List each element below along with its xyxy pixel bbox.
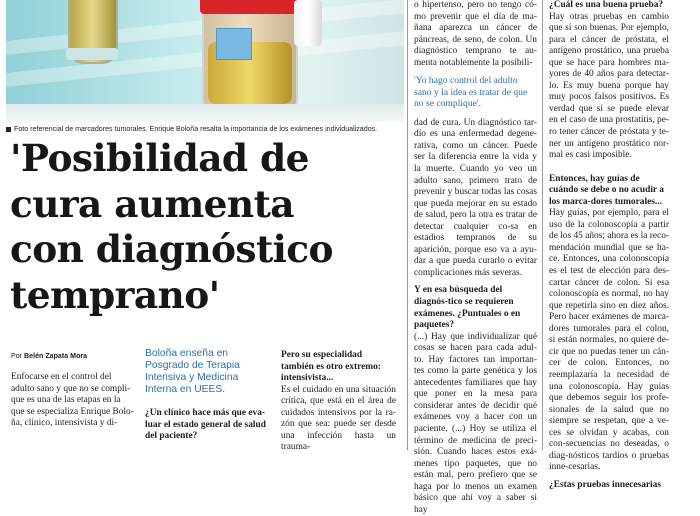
article-column-4 (414, 0, 537, 516)
column-divider (542, 0, 543, 450)
headline-line: cura aumenta (10, 181, 294, 226)
container-label (216, 28, 252, 60)
article-column-2 (145, 348, 270, 443)
sample-tube-left (68, 0, 118, 64)
byline (11, 352, 87, 360)
byline-prefix: Por (11, 352, 23, 360)
interview-question: ¿Un clínico hace más que eva-luar el estado general de salud del paciente? (145, 408, 266, 442)
pull-quote: 'Yo hago control del adulto sano y la idea es tratar de que no se complique'. (414, 75, 528, 110)
sample-tube-right (294, 0, 322, 46)
text-line: adulto sano y que no se compli- (11, 383, 131, 394)
body-text: o hipertenso, pero no tengo có-mo prevenir que el día de ma-ñana aparezca un cáncer de páncreas, de seno, de colon. Un diagnóstico temprano te au-menta notablemente la posibili- (414, 0, 537, 68)
interview-answer: (...) Hay que individualizar qué cosas se hacen para cada adul-to. Hay factores tan importan-tes como la parte genética y los antecedentes familiares que hay que poner en la mesa para considerar antes de decidir qué exámenes voy a hacer con un paciente. (...) Hoy se utiliza el término de medicina de preci-sión. Cuando haces estos exá-menes tipo paquetes, que no están mal, pero prefiero que se haga por lo menos un examen básico que ahí voy a saber si hay (414, 331, 537, 515)
sample-container (202, 0, 298, 110)
interview-answer: Hay guías, por ejemplo, para el uso de la colonoscopía a partir de los 45 años; ahora es la reco-mendación mundial que se ha-ce. Entonces, una colonoscopía es el test de elección para des-cartar cáncer de colon. Si esa colonoscopía es normal, no hay que repetirla sino en diez años. Pero hacer exámenes de marca-dores tumorales para el colon, si están normales, no quiere de-cir que no puedas tener un cán-cer de colon. Entonces, no reemplazaría la necesidad de una colonoscopía. Hay guías que debemos seguir los profe-sionales de la salud que no siempre se respetan, que a ve-ces se olvidan y acabas, con con-secuencias no deseadas, o diag-nósticos tardíos o pruebas inne-cesarias. (549, 208, 670, 473)
article-column-1 (11, 372, 134, 430)
headline-line: 'Posibilidad de (10, 136, 309, 180)
text-line: que se especializa Enrique Bolo- (11, 406, 134, 417)
table-surface (6, 104, 404, 122)
caption-marker (6, 127, 11, 132)
blue-intro: Boloña enseña en Posgrado de Terapia Intensiva y Medicina Interna en UEES. (145, 348, 240, 395)
body-text: dad de cura. Un diagnóstico tar-dío es una enfermedad degene-rativa, como un cáncer. Puede ser la diferencia entre la vida y la muerte. Cuando yo veo un adulto sano, primero trato de prevenir y buscar todas las cosas que pueda mejorar en su estado de salud, pero la otra es tratar de detectar cualquier co-sa en estadios tempranos de su aparición, porque eso va a ayu-dar a que pueda curarlo o evitar complicaciones más severas. (414, 117, 537, 278)
interview-question: Y en esa búsqueda del diagnós-tico se requieren exámenes. ¿Puntuales o en paquetes? (414, 285, 521, 331)
interview-answer: Hay otras pruebas en cambio que sí son buenas. Por ejemplo, para el cáncer de próstata, el antígeno prostático, una prueba que se hace para hombres ma-yores de 40 años para detectar-lo. Es muy buena porque hay muy pocos falsos positivos. Es verdad que sí se puede elevar en el caso de una prostatitis, pe-ro tener cáncer de próstata y te-ner un antígeno prostático nor-mal es casi imposible. (549, 11, 670, 161)
interview-question: Entonces, hay guías de cuándo se debe o no acudir a los marca-dores tumorales... (549, 173, 664, 207)
headline-line: con diagnóstico (10, 227, 333, 271)
interview-answer: Es el cuidado en una situación crítica, que está en el área de cuidados intensivos por la ra-zón que sea: puede ser desde una infección hasta un trauma- (281, 384, 396, 453)
byline-author: Belén Zapata Mora (24, 352, 88, 360)
article-photo (6, 0, 404, 122)
text-line: Enfocarse en el control del (11, 372, 112, 382)
photo-caption (6, 125, 406, 134)
text-line: ña, clínico, intensivista y di- (11, 418, 118, 429)
caption-text: Foto referencial de marcadores tumorales. Enrique Boloña resalta la importancia de los exámenes individualizados. (14, 125, 378, 133)
interview-question: Pero su especialidad también es otro extremo: intensivista... (281, 350, 381, 384)
container-lid (200, 0, 300, 14)
interview-question: ¿Cuál es una buena prueba? (549, 0, 664, 10)
text-line: que es una de las etapas en la (11, 395, 121, 406)
column-divider (407, 0, 408, 450)
article-column-3 (281, 350, 396, 454)
headline-line: temprano' (10, 272, 220, 317)
headline (10, 136, 405, 318)
article-column-5 (549, 0, 669, 491)
interview-question: ¿Estas pruebas innecesarias (549, 479, 661, 490)
